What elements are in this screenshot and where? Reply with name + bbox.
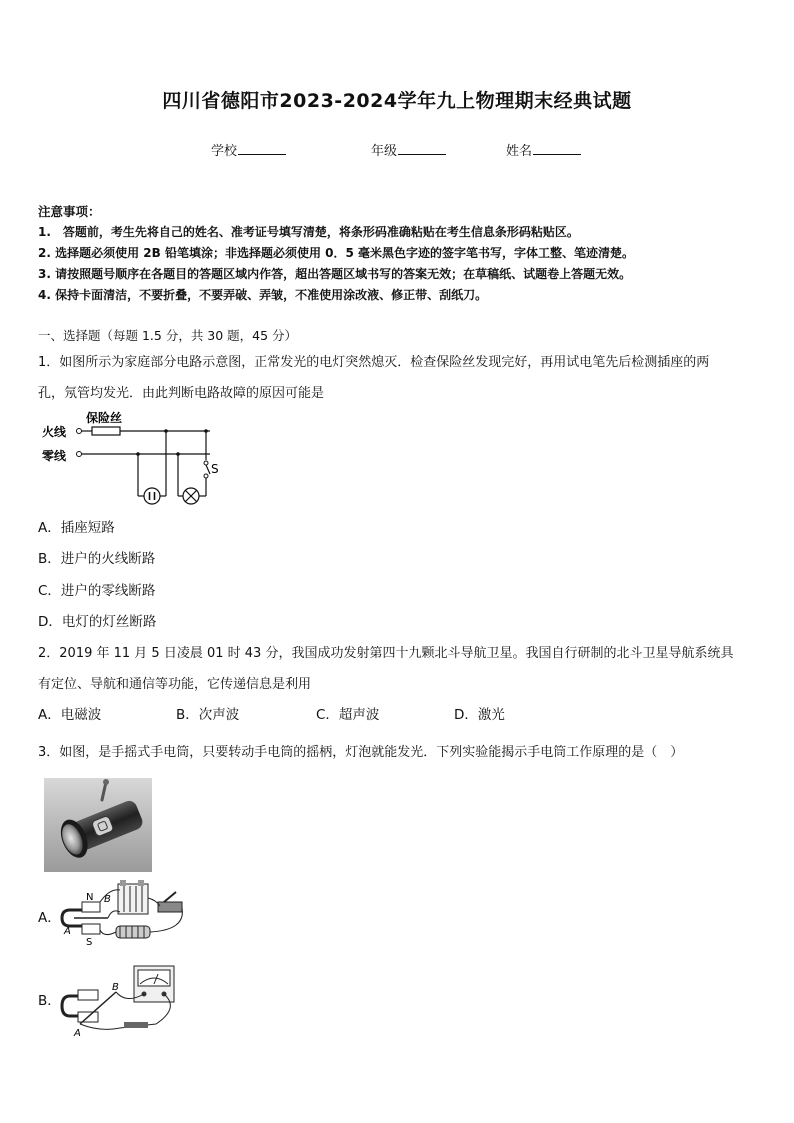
q2-text-line2: 有定位、导航和通信等功能，它传递信息是利用 [38, 677, 312, 692]
q2-option-b[interactable]: B．次声波 [176, 707, 240, 723]
neutral-wire-label: 零线 [42, 449, 67, 463]
grade-label: 年级 [371, 144, 398, 159]
notice-item-4: 4. 保持卡面清洁，不要折叠，不要弄破、弄皱，不准使用涂改液、修正带、刮纸刀。 [38, 288, 488, 302]
school-blank[interactable] [238, 142, 286, 155]
fig-a-label-n: N [86, 892, 94, 903]
name-field [506, 140, 581, 159]
page-title: 四川省德阳市2023-2024学年九上物理期末经典试题 [162, 90, 632, 112]
q3-figure-b [60, 962, 190, 1040]
q2-option-a[interactable]: A．电磁波 [38, 707, 102, 723]
grade-field [371, 140, 446, 159]
fuse-label: 保险丝 [86, 411, 123, 425]
fig-a-label-a: A [64, 926, 71, 937]
q3-figure-a [60, 878, 190, 956]
notice-item-1: 1. 答题前，考生先将自己的姓名、准考证号填写清楚，将条形码准确粘贴在考生信息条形码粘贴区。 [38, 225, 579, 239]
section-heading: 一、选择题（每题 1.5 分，共 30 题，45 分） [38, 328, 298, 343]
grade-blank[interactable] [398, 142, 446, 155]
q1-text-line1: 1．如图所示为家庭部分电路示意图，正常发光的电灯突然熄灭．检查保险丝发现完好，再用试电笔先后检测插座的两 [38, 355, 710, 370]
q3-text: 3．如图，是手摇式手电筒，只要转动手电筒的摇柄，灯泡就能发光．下列实验能揭示手电筒工作原理的是（ ） [38, 745, 684, 760]
neutral-terminal [77, 452, 82, 457]
live-terminal [77, 429, 82, 434]
q2-option-c[interactable]: C．超声波 [316, 707, 380, 723]
notice-heading: 注意事项： [38, 204, 101, 219]
fig-a-label-s: S [86, 937, 93, 948]
name-label: 姓名 [506, 144, 533, 159]
fig-a-label-b: B [104, 894, 111, 905]
q2-text-line1: 2．2019 年 11 月 5 日凌晨 01 时 43 分，我国成功发射第四十九颗北斗导航卫星。我国自行研制的北斗卫星导航系统具 [38, 646, 734, 661]
q2-option-d[interactable]: D．激光 [454, 707, 505, 723]
q1-option-b[interactable]: B．进户的火线断路 [38, 551, 156, 567]
school-field [211, 140, 286, 159]
q1-option-d[interactable]: D．电灯的灯丝断路 [38, 614, 157, 630]
circuit-diagram [38, 408, 228, 513]
notice-item-2: 2. 选择题必须使用 2B 铅笔填涂；非选择题必须使用 0．5 毫米黑色字迹的签字笔书写，字体工整、笔迹清楚。 [38, 246, 634, 260]
hand-crank-flashlight-image [44, 778, 152, 872]
live-wire-label: 火线 [42, 425, 67, 439]
switch-label: S [211, 462, 219, 476]
name-blank[interactable] [533, 142, 581, 155]
fuse [92, 427, 120, 435]
socket-symbol [144, 488, 160, 504]
q1-option-c[interactable]: C．进户的零线断路 [38, 583, 156, 599]
school-label: 学校 [211, 144, 238, 159]
q1-text-line2: 孔，氖管均发光．由此判断电路故障的原因可能是 [38, 386, 325, 401]
q3-option-b[interactable]: B． [38, 993, 61, 1009]
switch [204, 461, 208, 465]
q3-option-a[interactable]: A． [38, 910, 61, 926]
q1-option-a[interactable]: A．插座短路 [38, 520, 115, 536]
fig-b-label-a: A [74, 1028, 81, 1039]
notice-item-3: 3. 请按照题号顺序在各题目的答题区域内作答，超出答题区域书写的答案无效；在草稿纸、试题卷上答题无效。 [38, 267, 632, 281]
fig-b-label-b: B [112, 982, 119, 993]
